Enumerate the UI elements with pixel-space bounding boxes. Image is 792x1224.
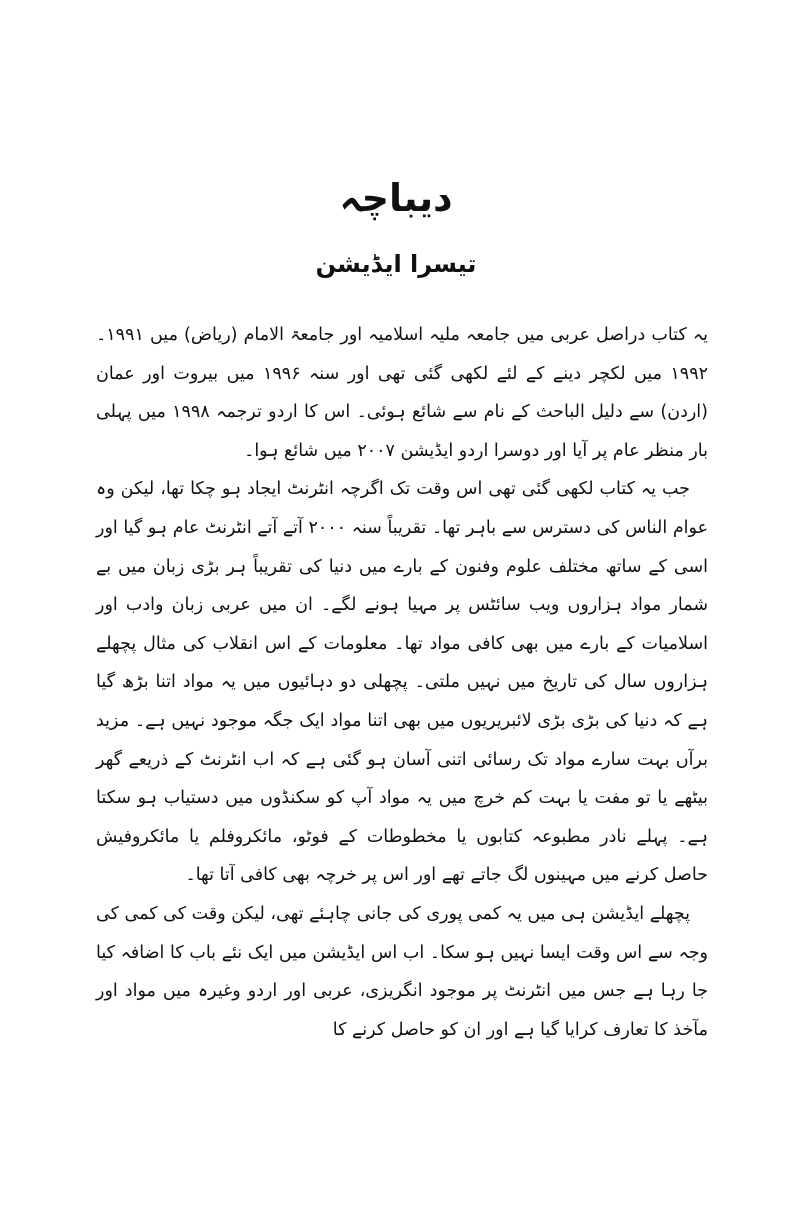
paragraph-1: یہ کتاب دراصل عربی میں جامعہ ملیہ اسلامیہ اور جامعۃ الامام (ریاض) میں ۱۹۹۱۔ ۱۹۹۲ میں لکچر دینے کے لئے لکھی گئی تھی اور سنہ ۱۹۹۶ میں بیروت اور عمان (اردن) سے دلیل الباحث کے نام سے شائع ہوئی۔ اس کا اردو ترجمہ ۱۹۹۸ میں پہلی بار منظر عام پر آیا اور دوسرا اردو ایڈیشن ۲۰۰۷ میں شائع ہوا۔ [96,325,708,461]
body-text [96,316,708,1049]
page-subtitle: تیسرا ایڈیشن [315,250,477,278]
paragraph-2: جب یہ کتاب لکھی گئی تھی اس وقت تک اگرچہ انٹرنٹ ایجاد ہو چکا تھا، لیکن وہ عوام الناس کی دسترس سے باہر تھا۔ تقریباً سنہ ۲۰۰۰ آتے آتے انٹرنٹ عام ہو گیا اور اسی کے ساتھ مختلف علوم وفنون کے بارے میں دنیا کی تقریباً ہر بڑی زبان میں بے شمار مواد ہزاروں ویب سائٹس پر مہیا ہونے لگے۔ ان میں عربی زبان وادب اور اسلامیات کے بارے میں بھی کافی مواد تھا۔ معلومات کے اس انقلاب کی مثال پچھلے ہزاروں سال کی تاریخ میں نہیں ملتی۔ پچھلی دو دہائیوں میں یہ مواد اتنا بڑھ گیا ہے کہ دنیا کی بڑی بڑی لائبریریوں میں بھی اتنا مواد ایک جگہ موجود نہیں ہے۔ مزید برآں بہت سارے مواد تک رسائی اتنی آسان ہو گئی ہے کہ اب انٹرنٹ کے ذریعے گھر بیٹھے یا تو مفت یا بہت کم خرچ میں یہ مواد آپ کو سکنڈوں میں دستیاب ہو سکتا ہے۔ پہلے نادر مطبوعہ کتابوں یا مخطوطات کے فوٹو، مائکروفلم یا مائکروفیش حاصل کرنے میں مہینوں لگ جاتے تھے اور اس پر خرچہ بھی کافی آتا تھا۔ [96,479,709,886]
page-title: دیباچہ [339,176,453,220]
paragraph-3: پچھلے ایڈیشن ہی میں یہ کمی پوری کی جانی چاہئے تھی، لیکن وقت کی کمی کی وجہ سے اس وقت ایسا نہیں ہو سکا۔ اب اس ایڈیشن میں ایک نئے باب کا اضافہ کیا جا رہا ہے جس میں انٹرنٹ پر موجود انگریزی، عربی اور اردو وغیرہ میں مواد اور مآخذ کا تعارف کرایا گیا ہے اور ان کو حاصل کرنے کا [96,903,708,1040]
